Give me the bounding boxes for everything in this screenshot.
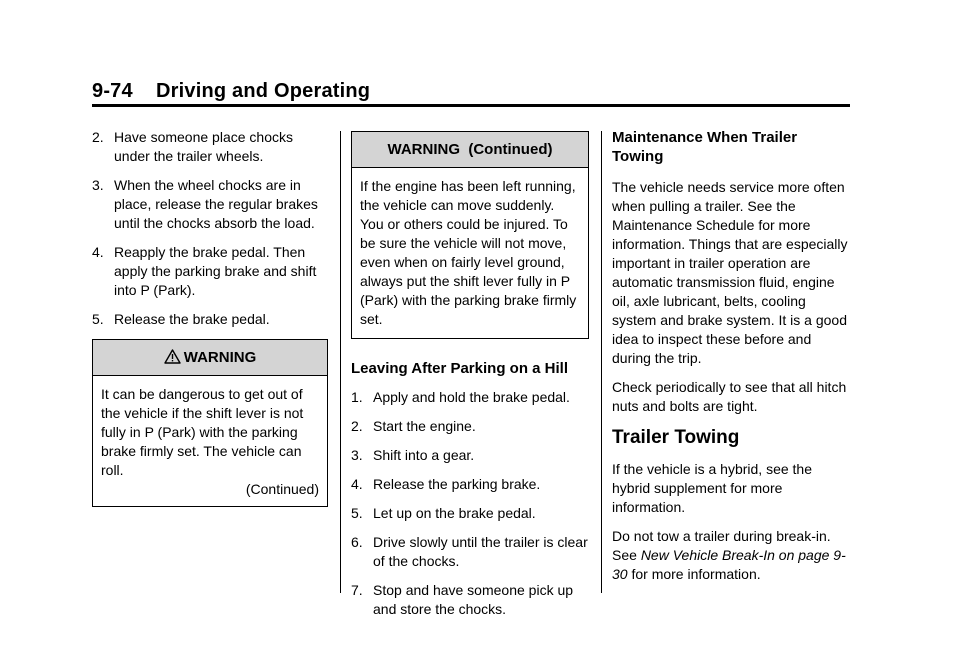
chock-steps-list [92,128,328,329]
list-item: 3. When the wheel chocks are in place, release the regular brakes until the chocks absorb the load. [92,177,318,231]
warning-header: WARNING (Continued) [352,132,588,168]
page-number: 9-74 [92,80,133,102]
warning-body: It can be dangerous to get out of the vehicle if the shift lever is not fully in P (Park) with the parking brake firmly set. The vehicle can roll. (Continued) [101,386,319,497]
list-item: 7. Stop and have someone pick up and store the chocks. [351,582,574,617]
continued-label: (Continued) [245,481,319,497]
page-header [92,80,370,103]
column-right [612,128,852,594]
warning-header [93,340,327,376]
hill-steps-list [351,388,589,619]
column-middle [351,128,589,629]
list-item: 5. Let up on the brake pedal. [351,505,536,521]
paragraph: Do not tow a trailer during break-in. See New Vehicle Break-In on page 9-30 for more information. [612,528,846,582]
warning-title: WARNING [183,349,257,366]
header-rule [92,104,850,107]
warning-box-continued [351,131,589,339]
section-heading-large: Trailer Towing [612,427,740,448]
paragraph: The vehicle needs service more often when pulling a trailer. See the Maintenance Schedule for more information. Things that are especially important in trailer operation are automatic transmission fluid, engine oil, axle lubricant, belts, cooling system and brake system. It is a good idea to inspect these before and during the trip. [612,179,848,366]
column-divider [601,131,602,593]
warning-triangle-icon [164,349,181,364]
column-divider [340,131,341,593]
paragraph: Check periodically to see that all hitch nuts and bolts are tight. [612,379,847,414]
list-item: 2. Start the engine. [351,418,476,434]
list-item: 4. Release the parking brake. [351,476,541,492]
section-heading: Maintenance When Trailer Towing [612,129,798,165]
list-item: 4. Reapply the brake pedal. Then apply the parking brake and shift into P (Park). [92,244,317,298]
paragraph: If the vehicle is a hybrid, see the hybrid supplement for more information. [612,461,812,515]
list-item: 1. Apply and hold the brake pedal. [351,389,570,405]
warning-body: If the engine has been left running, the vehicle can move suddenly. You or others could be injured. To be sure the vehicle will not move, even when on fairly level ground, always put the shift lever fully in P (Park) with the parking brake firmly set. [360,178,577,327]
list-item: 5. Release the brake pedal. [92,311,270,327]
column-left [92,128,328,507]
section-heading: Leaving After Parking on a Hill [351,360,568,377]
list-item: 3. Shift into a gear. [351,447,475,463]
list-item: 2. Have someone place chocks under the trailer wheels. [92,129,293,164]
list-item: 6. Drive slowly until the trailer is clear of the chocks. [351,534,588,569]
cross-reference-link[interactable]: New Vehicle Break-In on page 9-30 [612,547,846,582]
warning-box [92,339,328,507]
section-title: Driving and Operating [156,80,371,102]
